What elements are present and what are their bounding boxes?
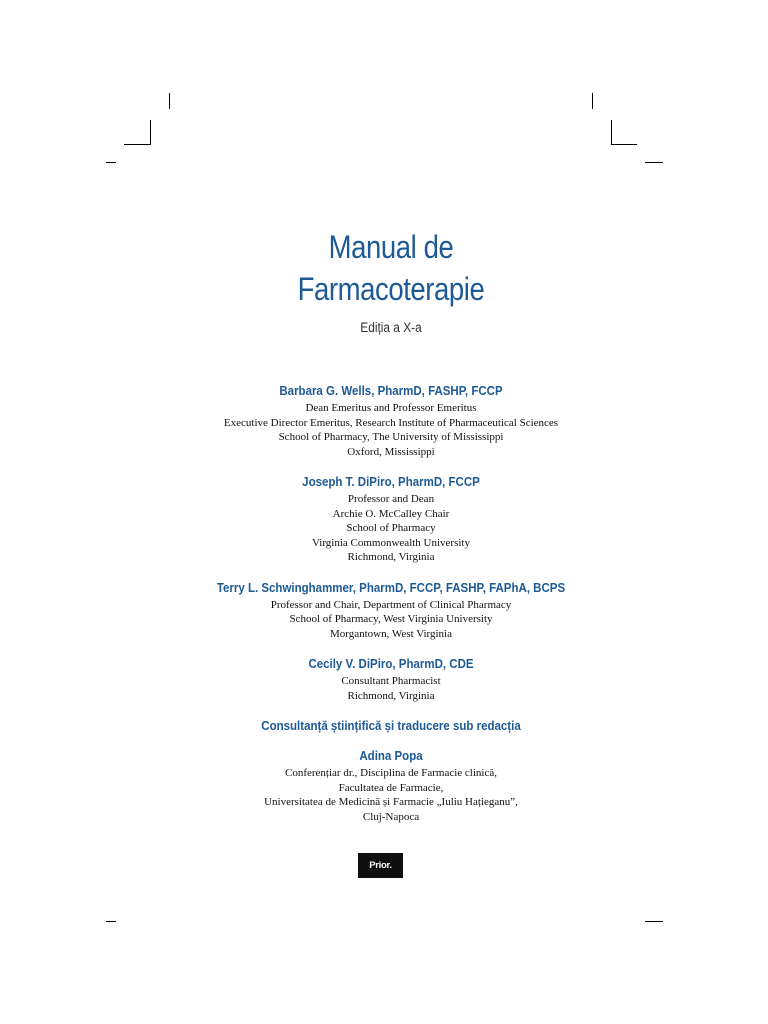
- author-affiliation-line: School of Pharmacy: [346, 522, 436, 534]
- author-affiliation-line: Professor and Chair, Department of Clinical Pharmacy: [270, 598, 512, 611]
- author-name: Cecily V. DiPiro, PharmD, CDE: [308, 657, 474, 671]
- editor-affiliation-line: Facultatea de Farmacie,: [338, 781, 444, 794]
- author-affiliation-line: Richmond, Virginia: [347, 689, 435, 702]
- credits: [0, 381, 768, 837]
- author-name: Joseph T. DiPiro, PharmD, FCCP: [302, 475, 480, 489]
- author-block: [0, 654, 768, 703]
- crop-mark: [150, 120, 151, 145]
- crop-mark: [611, 144, 637, 145]
- editor-affiliation-line: Universitatea de Medicină și Farmacie „Iuliu Hațieganu”,: [264, 796, 518, 808]
- author-affiliation-line: Richmond, Virginia: [347, 551, 435, 563]
- crop-mark: [611, 120, 612, 145]
- editor-affiliation-line: Cluj-Napoca: [362, 810, 420, 823]
- author-affiliation-line: Oxford, Mississippi: [347, 445, 435, 458]
- editor-affiliations: [0, 766, 768, 824]
- author-affiliation-line: Consultant Pharmacist: [341, 675, 441, 687]
- author-affiliation-line: Virginia Commonwealth University: [311, 536, 470, 549]
- title-line-2: Farmacoterapie: [297, 271, 485, 307]
- author-affiliation-line: Professor and Dean: [347, 493, 435, 505]
- edition-label: Ediția a X-a: [360, 320, 422, 335]
- editor-block: [0, 746, 768, 824]
- author-name: Terry L. Schwinghammer, PharmD, FCCP, FASHP, FAPhA, BCPS: [216, 580, 566, 595]
- publisher-logo: Prior.: [358, 853, 403, 878]
- author-list: [0, 381, 768, 703]
- crop-mark: [592, 93, 593, 109]
- consultancy-heading: Consultanță științifică și traducere sub redacția: [261, 719, 521, 733]
- editor-affiliation-line: Conferențiar dr., Disciplina de Farmacie clinică,: [285, 767, 497, 779]
- author-block: [0, 578, 768, 642]
- author-affiliation-line: School of Pharmacy, The University of Mississippi: [278, 431, 504, 443]
- author-affiliation-line: Dean Emeritus and Professor Emeritus: [305, 402, 477, 414]
- book-title: [0, 226, 768, 310]
- author-block: [0, 472, 768, 565]
- author-affiliation-line: Executive Director Emeritus, Research Institute of Pharmaceutical Sciences: [223, 416, 559, 429]
- author-block: [0, 381, 768, 459]
- crop-mark: [106, 921, 116, 922]
- editor-name: Adina Popa: [359, 749, 423, 763]
- author-affiliation-line: School of Pharmacy, West Virginia University: [289, 613, 493, 625]
- crop-mark: [645, 162, 663, 163]
- crop-mark: [645, 921, 663, 922]
- crop-mark: [106, 162, 116, 163]
- author-affiliation-line: Morgantown, West Virginia: [330, 627, 452, 640]
- crop-mark: [124, 144, 150, 145]
- author-name: Barbara G. Wells, PharmD, FASHP, FCCP: [279, 384, 503, 398]
- author-affiliation-line: Archie O. McCalley Chair: [332, 507, 450, 520]
- title-line-1: Manual de: [328, 229, 454, 265]
- crop-mark: [169, 93, 170, 109]
